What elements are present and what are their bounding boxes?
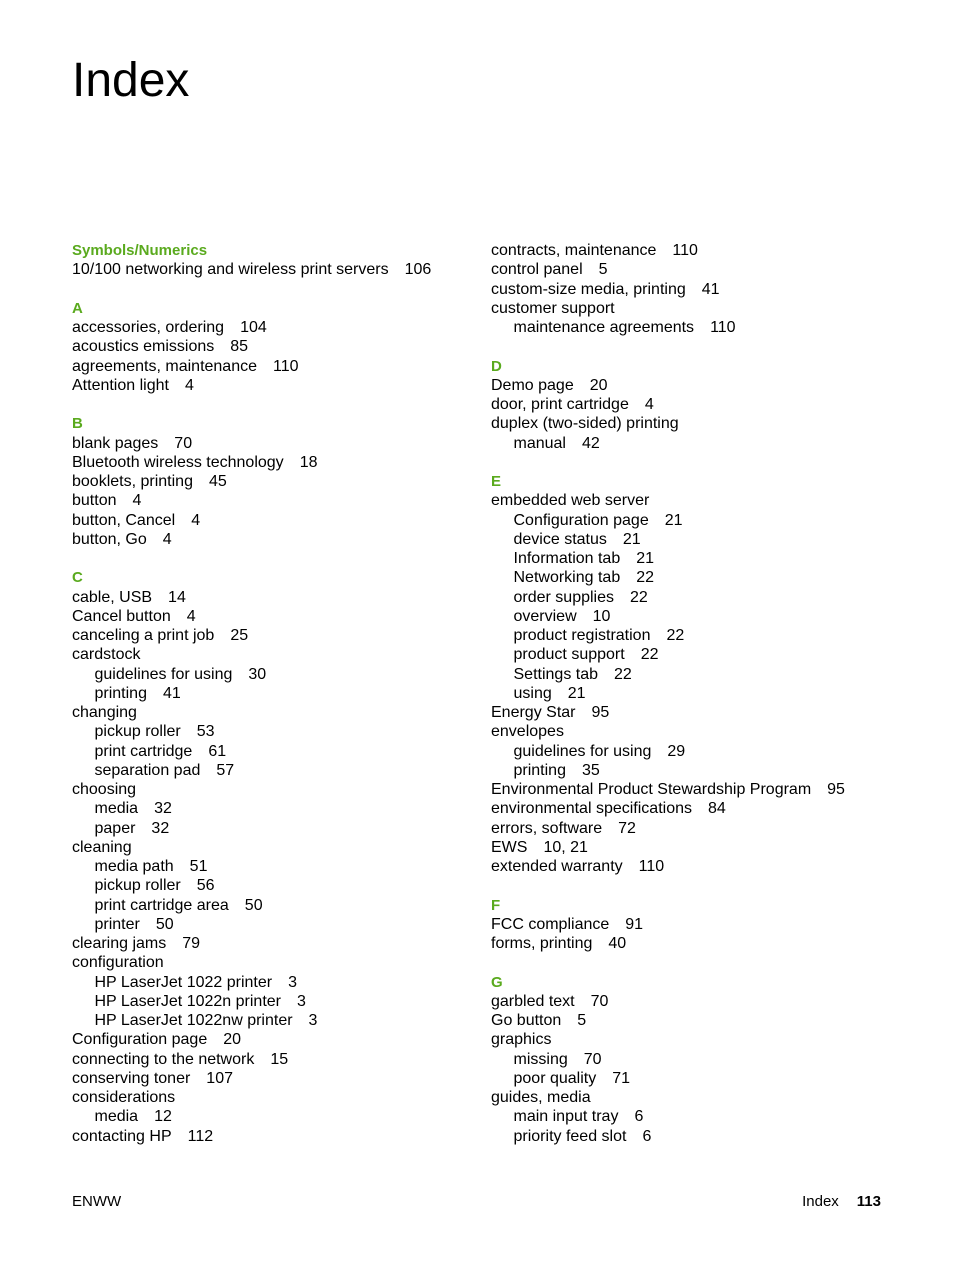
index-term: pickup roller	[94, 877, 181, 895]
index-entry	[491, 491, 911, 510]
index-page-ref[interactable]: 84	[708, 800, 726, 818]
index-page-ref[interactable]: 40	[608, 935, 627, 952]
index-term: product support	[513, 646, 625, 664]
index-term: Environmental Product Stewardship Program	[491, 781, 812, 798]
index-page-ref[interactable]: 3	[288, 973, 297, 991]
index-term: canceling a print job	[72, 627, 215, 644]
index-page-ref[interactable]: 50	[244, 896, 263, 914]
index-entry	[72, 838, 472, 857]
index-page-ref[interactable]: 110	[273, 357, 299, 375]
index-page-ref[interactable]: 18	[299, 453, 318, 471]
index-section-letter: Symbols/Numerics	[72, 242, 208, 259]
index-subentry	[491, 1069, 911, 1088]
index-entry	[491, 1088, 911, 1107]
index-entry	[72, 453, 472, 472]
index-entry	[72, 357, 472, 376]
index-term: forms, printing	[491, 935, 593, 952]
index-term: button, Go	[72, 530, 147, 548]
index-page-ref[interactable]: 42	[581, 434, 600, 452]
index-subentry	[72, 876, 472, 895]
index-term: printer	[94, 915, 140, 933]
index-term: customer support	[491, 299, 615, 317]
index-subentry	[491, 588, 911, 607]
index-term: door, print cartridge	[491, 396, 629, 413]
index-term: HP LaserJet 1022 printer	[94, 973, 273, 991]
index-subentry	[491, 1050, 911, 1069]
index-term: embedded web server	[491, 492, 650, 510]
index-term: separation pad	[94, 761, 201, 779]
index-page-ref[interactable]: 10, 21	[543, 838, 588, 856]
index-term: using	[513, 684, 552, 702]
index-subentry	[491, 742, 911, 761]
index-page-ref[interactable]: 29	[667, 742, 686, 760]
index-page-ref[interactable]: 5	[598, 261, 608, 279]
index-term: button	[72, 492, 117, 510]
index-page-ref[interactable]: 21	[636, 550, 655, 567]
index-term: media path	[94, 858, 174, 875]
index-page-ref[interactable]: 22	[666, 627, 685, 644]
index-subentry	[491, 511, 911, 530]
index-term: cable, USB	[72, 588, 153, 606]
index-subentry	[72, 799, 472, 818]
index-entry	[491, 857, 911, 876]
index-term: contracts, maintenance	[491, 242, 657, 259]
index-term: conserving toner	[72, 1069, 191, 1087]
index-page-ref[interactable]: 14	[168, 588, 186, 606]
index-term: errors, software	[491, 819, 603, 837]
index-term: missing	[513, 1050, 568, 1068]
index-subentry	[491, 665, 911, 684]
index-subentry	[72, 1011, 472, 1030]
index-section-letter: A	[72, 299, 83, 317]
index-entry	[72, 491, 472, 510]
index-subentry	[72, 761, 472, 780]
index-subentry	[491, 318, 911, 337]
index-page-ref[interactable]: 104	[240, 319, 267, 336]
index-term: overview	[513, 607, 577, 625]
index-entry	[72, 1050, 472, 1069]
index-entry	[491, 395, 911, 414]
index-page-ref[interactable]: 110	[710, 319, 736, 336]
index-subentry	[72, 665, 472, 684]
index-page-ref[interactable]: 10	[592, 607, 611, 625]
index-subentry	[72, 1107, 472, 1126]
index-entry	[72, 434, 472, 453]
index-subentry	[72, 857, 472, 876]
index-page-ref[interactable]: 15	[270, 1050, 289, 1068]
index-entry	[491, 838, 911, 857]
index-entry	[72, 934, 472, 953]
index-term: Demo page	[491, 376, 574, 394]
index-term: acoustics emissions	[72, 338, 215, 356]
index-entry	[491, 703, 911, 722]
index-entry	[491, 722, 911, 741]
index-term: device status	[513, 530, 607, 548]
index-term: product registration	[513, 627, 651, 644]
index-term: duplex (two-sided) printing	[491, 415, 679, 433]
index-page-ref[interactable]: 30	[248, 665, 267, 683]
index-term: guides, media	[491, 1089, 591, 1106]
footer-section-label: Index	[802, 1193, 839, 1210]
index-page-ref[interactable]: 57	[216, 761, 235, 779]
index-term: order supplies	[513, 588, 614, 606]
index-subentry	[491, 549, 911, 568]
index-term: priority feed slot	[513, 1127, 627, 1145]
index-entry	[72, 1127, 472, 1146]
index-entry	[491, 915, 911, 934]
index-term: custom-size media, printing	[491, 280, 686, 298]
index-entry	[491, 260, 911, 279]
index-entry	[491, 819, 911, 838]
index-term: Cancel button	[72, 607, 171, 625]
index-page-ref[interactable]: 5	[577, 1012, 587, 1029]
index-entry	[491, 1011, 911, 1030]
index-section-letter: B	[72, 415, 83, 433]
index-term: agreements, maintenance	[72, 357, 257, 375]
index-term: FCC compliance	[491, 915, 610, 933]
index-term: contacting HP	[72, 1127, 172, 1145]
index-section-letter: D	[491, 357, 502, 375]
index-page-ref[interactable]: 51	[189, 858, 208, 875]
index-subentry	[72, 896, 472, 915]
index-subentry	[72, 684, 472, 703]
index-subentry	[491, 761, 911, 780]
index-term: booklets, printing	[72, 473, 193, 490]
index-page-ref[interactable]: 22	[636, 569, 655, 587]
index-entry	[491, 376, 911, 395]
index-term: Configuration page	[513, 511, 649, 529]
index-page-ref[interactable]: 41	[162, 684, 181, 702]
index-term: Settings tab	[513, 665, 598, 683]
index-entry	[72, 260, 472, 279]
index-page-ref[interactable]: 22	[630, 588, 648, 606]
index-subentry	[72, 819, 472, 838]
index-page-ref[interactable]: 70	[174, 434, 193, 452]
index-term: pickup roller	[94, 723, 181, 741]
index-subentry	[491, 1127, 911, 1146]
index-term: envelopes	[491, 723, 564, 741]
index-term: cleaning	[72, 838, 132, 856]
index-term: print cartridge	[94, 742, 193, 760]
index-page-ref[interactable]: 106	[404, 261, 432, 279]
index-term: connecting to the network	[72, 1050, 255, 1068]
index-term: Information tab	[513, 550, 621, 567]
index-page-ref[interactable]: 6	[642, 1127, 652, 1145]
index-page-ref[interactable]: 79	[182, 935, 201, 952]
index-term: maintenance agreements	[513, 319, 695, 336]
index-term: Bluetooth wireless technology	[72, 453, 284, 471]
index-page-ref[interactable]: 4	[186, 607, 196, 625]
index-page-ref[interactable]: 85	[230, 338, 249, 356]
index-subentry	[72, 915, 472, 934]
index-page-ref[interactable]: 95	[591, 704, 610, 721]
index-page-ref[interactable]: 61	[208, 742, 227, 760]
index-entry	[72, 337, 472, 356]
index-page-ref[interactable]: 4	[191, 511, 201, 529]
index-subentry	[491, 530, 911, 549]
index-term: media	[94, 1108, 139, 1126]
index-section-letter: C	[72, 569, 83, 587]
index-page-ref[interactable]: 20	[589, 376, 608, 394]
index-entry	[72, 588, 472, 607]
index-page-ref[interactable]: 41	[701, 280, 720, 298]
index-entry	[72, 607, 472, 626]
index-term: media	[94, 800, 139, 818]
index-entry	[72, 1030, 472, 1049]
index-page-ref[interactable]: 4	[132, 492, 142, 510]
index-page-ref[interactable]: 107	[206, 1069, 233, 1087]
index-entry	[72, 511, 472, 530]
index-page-ref[interactable]: 53	[196, 723, 215, 741]
index-entry	[72, 472, 472, 491]
index-page-ref[interactable]: 22	[614, 665, 632, 683]
index-column-left	[72, 241, 472, 1146]
index-page-ref[interactable]: 35	[581, 761, 600, 779]
index-page-ref[interactable]: 21	[567, 684, 586, 702]
index-term: print cartridge area	[94, 896, 229, 914]
index-term: considerations	[72, 1089, 176, 1106]
index-term: accessories, ordering	[72, 319, 225, 336]
index-subentry	[72, 742, 472, 761]
index-term: paper	[94, 819, 136, 837]
index-entry	[491, 299, 911, 318]
index-page-ref[interactable]: 6	[634, 1108, 644, 1126]
index-term: Configuration page	[72, 1031, 208, 1049]
index-page-ref[interactable]: 110	[638, 858, 665, 875]
index-entry	[491, 280, 911, 299]
index-term: 10/100 networking and wireless print servers	[72, 261, 389, 279]
index-page-ref[interactable]: 112	[187, 1127, 214, 1145]
index-entry	[72, 530, 472, 549]
index-subentry	[491, 684, 911, 703]
index-term: Energy Star	[491, 704, 576, 721]
index-term: Networking tab	[513, 569, 621, 587]
index-term: choosing	[72, 781, 137, 798]
index-page-ref[interactable]: 32	[151, 819, 170, 837]
index-term: control panel	[491, 261, 583, 279]
index-entry	[72, 318, 472, 337]
index-page-ref[interactable]: 25	[230, 627, 249, 644]
index-entry	[72, 1069, 472, 1088]
index-term: manual	[513, 434, 566, 452]
index-term: configuration	[72, 954, 164, 972]
index-term: button, Cancel	[72, 511, 176, 529]
index-page-ref[interactable]: 95	[827, 781, 845, 798]
index-entry	[72, 703, 472, 722]
index-entry	[72, 1088, 472, 1107]
index-page-ref[interactable]: 12	[154, 1108, 172, 1126]
index-subentry	[491, 607, 911, 626]
index-entry	[491, 1030, 911, 1049]
index-page-ref[interactable]: 32	[154, 800, 172, 818]
index-term: EWS	[491, 838, 528, 856]
index-page-ref[interactable]: 45	[208, 473, 227, 490]
index-page-ref[interactable]: 20	[223, 1031, 242, 1049]
index-page-ref[interactable]: 3	[308, 1012, 318, 1029]
index-page-ref[interactable]: 21	[664, 511, 683, 529]
index-term: graphics	[491, 1031, 552, 1049]
index-subentry	[491, 645, 911, 664]
index-section-letter: F	[491, 896, 501, 914]
index-entry	[72, 626, 472, 645]
index-page-ref[interactable]: 50	[155, 915, 174, 933]
index-page-ref[interactable]: 4	[644, 396, 654, 413]
index-page-ref[interactable]: 56	[196, 877, 215, 895]
index-term: environmental specifications	[491, 800, 692, 818]
index-entry	[72, 645, 472, 664]
index-term: poor quality	[513, 1069, 597, 1087]
index-page-ref[interactable]: 110	[672, 242, 698, 259]
index-term: printing	[513, 761, 566, 779]
index-section-letter: G	[491, 973, 503, 991]
index-term: clearing jams	[72, 935, 167, 952]
index-subentry	[491, 1107, 911, 1126]
index-term: printing	[94, 684, 147, 702]
index-entry	[72, 953, 472, 972]
index-page-ref[interactable]: 4	[162, 530, 172, 548]
index-term: main input tray	[513, 1108, 619, 1126]
index-term: HP LaserJet 1022nw printer	[94, 1012, 293, 1029]
index-entry	[72, 376, 472, 395]
footer-left: ENWW	[72, 1193, 122, 1210]
footer-right	[802, 1192, 881, 1211]
index-entry	[491, 780, 911, 799]
index-page-ref[interactable]: 4	[184, 376, 194, 394]
index-page-ref[interactable]: 72	[618, 819, 636, 837]
index-term: HP LaserJet 1022n printer	[94, 992, 281, 1010]
index-page-ref[interactable]: 91	[625, 915, 644, 933]
index-term: guidelines for using	[513, 742, 652, 760]
index-entry	[491, 934, 911, 953]
index-subentry	[491, 626, 911, 645]
index-page-ref[interactable]: 22	[640, 646, 659, 664]
index-term: guidelines for using	[94, 665, 233, 683]
index-entry	[491, 414, 911, 433]
index-term: Go button	[491, 1012, 562, 1029]
page-title: Index	[72, 54, 190, 107]
index-page-ref[interactable]: 70	[590, 992, 609, 1010]
index-entry	[491, 992, 911, 1011]
index-term: cardstock	[72, 646, 141, 664]
index-term: Attention light	[72, 376, 169, 394]
index-entry	[72, 780, 472, 799]
index-subentry	[72, 722, 472, 741]
index-entry	[491, 241, 911, 260]
index-term: garbled text	[491, 992, 575, 1010]
index-subentry	[72, 992, 472, 1011]
page-number: 113	[856, 1193, 881, 1210]
index-term: extended warranty	[491, 858, 623, 875]
index-entry	[491, 799, 911, 818]
index-term: changing	[72, 704, 137, 721]
index-subentry	[72, 973, 472, 992]
index-page-ref[interactable]: 70	[583, 1050, 602, 1068]
index-term: blank pages	[72, 434, 159, 452]
index-page-ref[interactable]: 71	[612, 1069, 631, 1087]
index-page-ref[interactable]: 21	[622, 530, 641, 548]
index-subentry	[491, 434, 911, 453]
index-section-letter: E	[491, 473, 502, 490]
index-page-ref[interactable]: 3	[296, 992, 306, 1010]
index-subentry	[491, 568, 911, 587]
index-column-right	[491, 241, 911, 1146]
